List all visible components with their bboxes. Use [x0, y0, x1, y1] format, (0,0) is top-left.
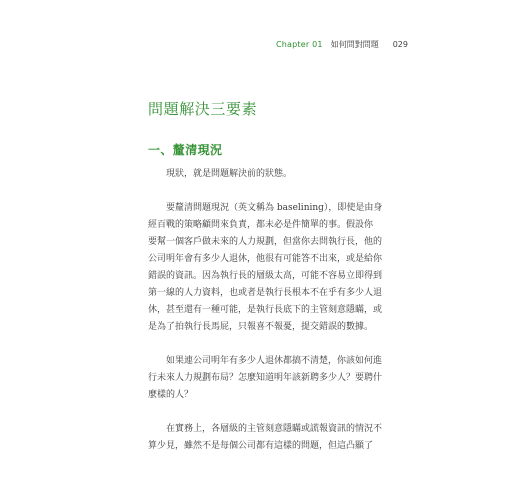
- paragraph-2: [148, 200, 390, 336]
- paragraph-line: 行未來人力規劃布局？怎麼知道明年該新聘多少人？要聘什: [148, 373, 383, 383]
- paragraph-line: 公司明年會有多少人退休，他很有可能答不出來，或是給你: [148, 254, 383, 264]
- page-number: 029: [392, 40, 408, 49]
- paragraph-line: 如果連公司明年有多少人退休都搞不清楚，你該如何進: [166, 356, 383, 366]
- paragraph-line: 是為了拍執行長馬屁，只報喜不報憂，提交錯誤的數據。: [148, 322, 374, 332]
- paragraph-line: 第一線的人力資料，也或者是執行長根本不在乎有多少人退: [148, 288, 383, 298]
- chapter-title: 如何問對問題: [330, 40, 379, 49]
- body-text: [148, 166, 390, 472]
- paragraph-line: 麼樣的人？: [148, 390, 194, 400]
- chapter-label: Chapter 01: [276, 40, 323, 49]
- paragraph-line: 要釐清問題現況（英文稱為 baselining），即使是由身: [166, 203, 383, 213]
- subsection-title: 一、釐清現況: [148, 143, 223, 157]
- paragraph-line: 錯誤的資訊。因為執行長的層級太高，可能不容易立即得到: [148, 271, 383, 281]
- section-title: 問題解決三要素: [148, 100, 258, 118]
- paragraph-3: [148, 353, 390, 404]
- paragraph-1: [148, 166, 390, 183]
- paragraph-line: 要幫一個客戶做未來的人力規劃，但當你去問執行長，他的: [148, 237, 383, 247]
- paragraph-line: 現狀，就是問題解決前的狀態。: [166, 169, 293, 179]
- running-header: [276, 41, 408, 49]
- paragraph-line: 算少見，雖然不是每個公司都有這樣的問題，但這凸顯了: [148, 441, 374, 451]
- paragraph-4: [148, 421, 390, 455]
- paragraph-line: 在實務上，各層級的主管刻意隱瞞或謊報資訊的情況不: [166, 424, 383, 434]
- paragraph-line: 休，甚至還有一種可能，是執行長底下的主管刻意隱瞞，或: [148, 305, 383, 315]
- paragraph-line: 經百戰的策略顧問來負責，都未必是件簡單的事。假設你: [148, 220, 374, 230]
